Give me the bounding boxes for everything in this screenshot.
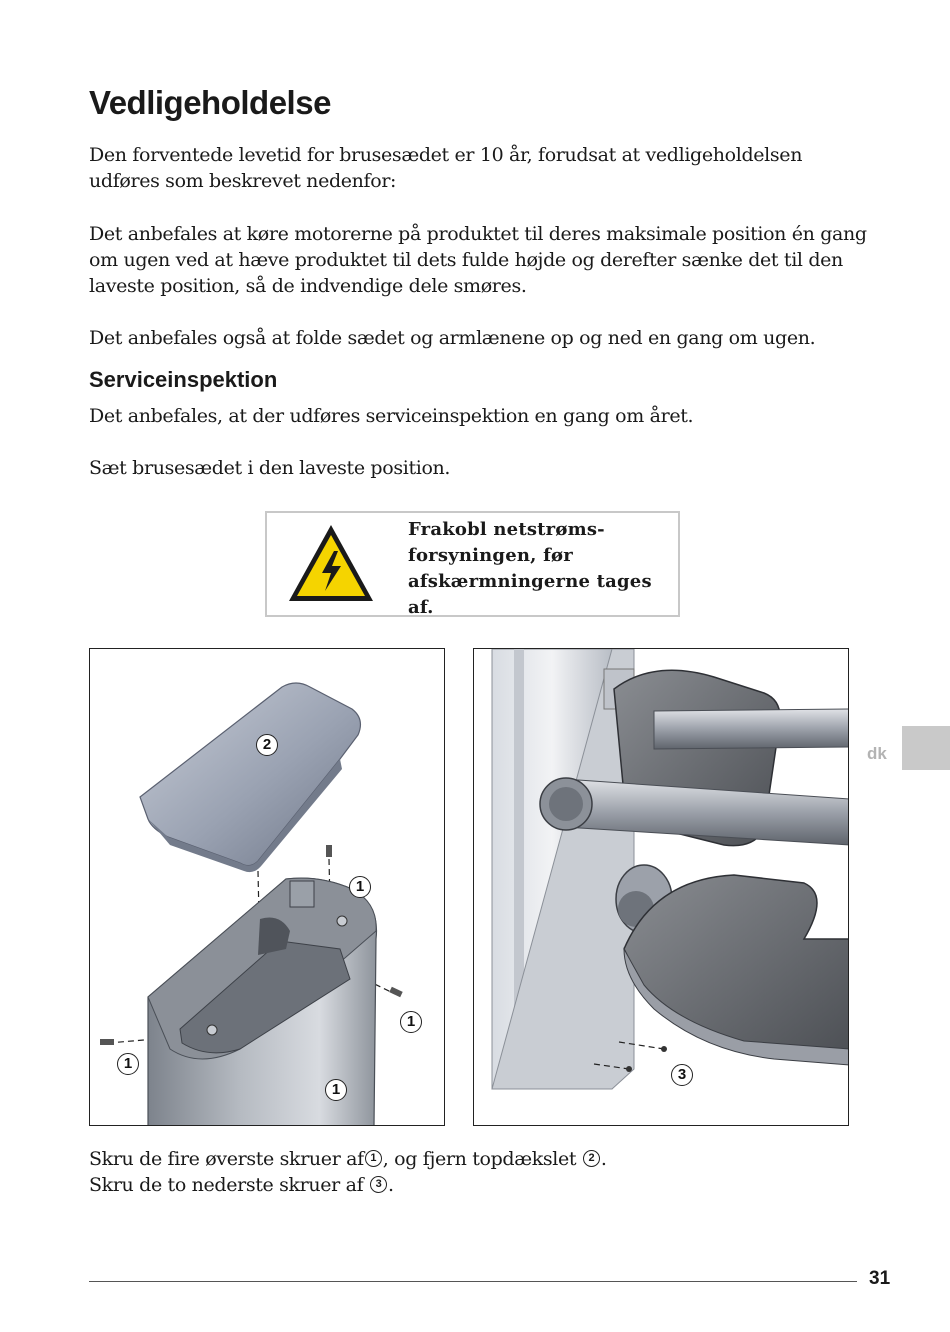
callout-3: 3 (671, 1064, 693, 1086)
callout-1: 1 (325, 1079, 347, 1101)
caption-text: . (600, 1148, 607, 1170)
caption-num-2: 2 (583, 1150, 600, 1167)
language-label: dk (867, 744, 887, 763)
service-heading: Serviceinspektion (89, 367, 278, 392)
motor-paragraph: Det anbefales at køre motorerne på produktet til deres maksimale position én gang om ugen ved at hæve produktet til dets fulde højde og derefter sænke det til den laveste position, så de indvendige dele smøres. (89, 223, 867, 297)
page-title: Vedligeholdelse (89, 84, 331, 121)
caption-line-2 (89, 1172, 869, 1198)
footer-rule (89, 1281, 857, 1282)
callout-1: 1 (400, 1011, 422, 1033)
caption-text: Skru de fire øverste skruer af (89, 1148, 364, 1170)
figure-seat-screws (473, 648, 849, 1126)
caption-text: . (387, 1174, 394, 1196)
electric-hazard-icon (285, 521, 377, 607)
caption-text: , og fjern topdækslet (382, 1148, 577, 1170)
callout-1: 1 (349, 876, 371, 898)
language-tab (902, 726, 950, 770)
caption-num-3: 3 (370, 1176, 387, 1193)
intro-paragraph: Den forventede levetid for brusesædet er 10 år, forudsat at vedligeholdelsen udføres som beskrevet nedenfor: (89, 144, 803, 192)
position-paragraph: Sæt brusesædet i den laveste position. (89, 457, 451, 479)
caption-line-1 (89, 1146, 869, 1172)
warning-box (265, 511, 680, 617)
warning-text: Frakobl netstrøms-forsyningen, før afskærmningerne tages af. (408, 519, 652, 618)
cover-removal-illustration (90, 649, 445, 1126)
service-paragraph: Det anbefales, at der udføres serviceinspektion en gang om året. (89, 405, 694, 427)
callout-1: 1 (117, 1053, 139, 1075)
caption-num-1: 1 (365, 1150, 382, 1167)
page-number: 31 (869, 1268, 891, 1289)
seat-column-illustration (474, 649, 849, 1126)
callout-2: 2 (256, 734, 278, 756)
caption-text: Skru de to nederste skruer af (89, 1174, 364, 1196)
figure-cover-removal (89, 648, 445, 1126)
fold-paragraph: Det anbefales også at folde sædet og armlænene op og ned en gang om ugen. (89, 327, 816, 349)
